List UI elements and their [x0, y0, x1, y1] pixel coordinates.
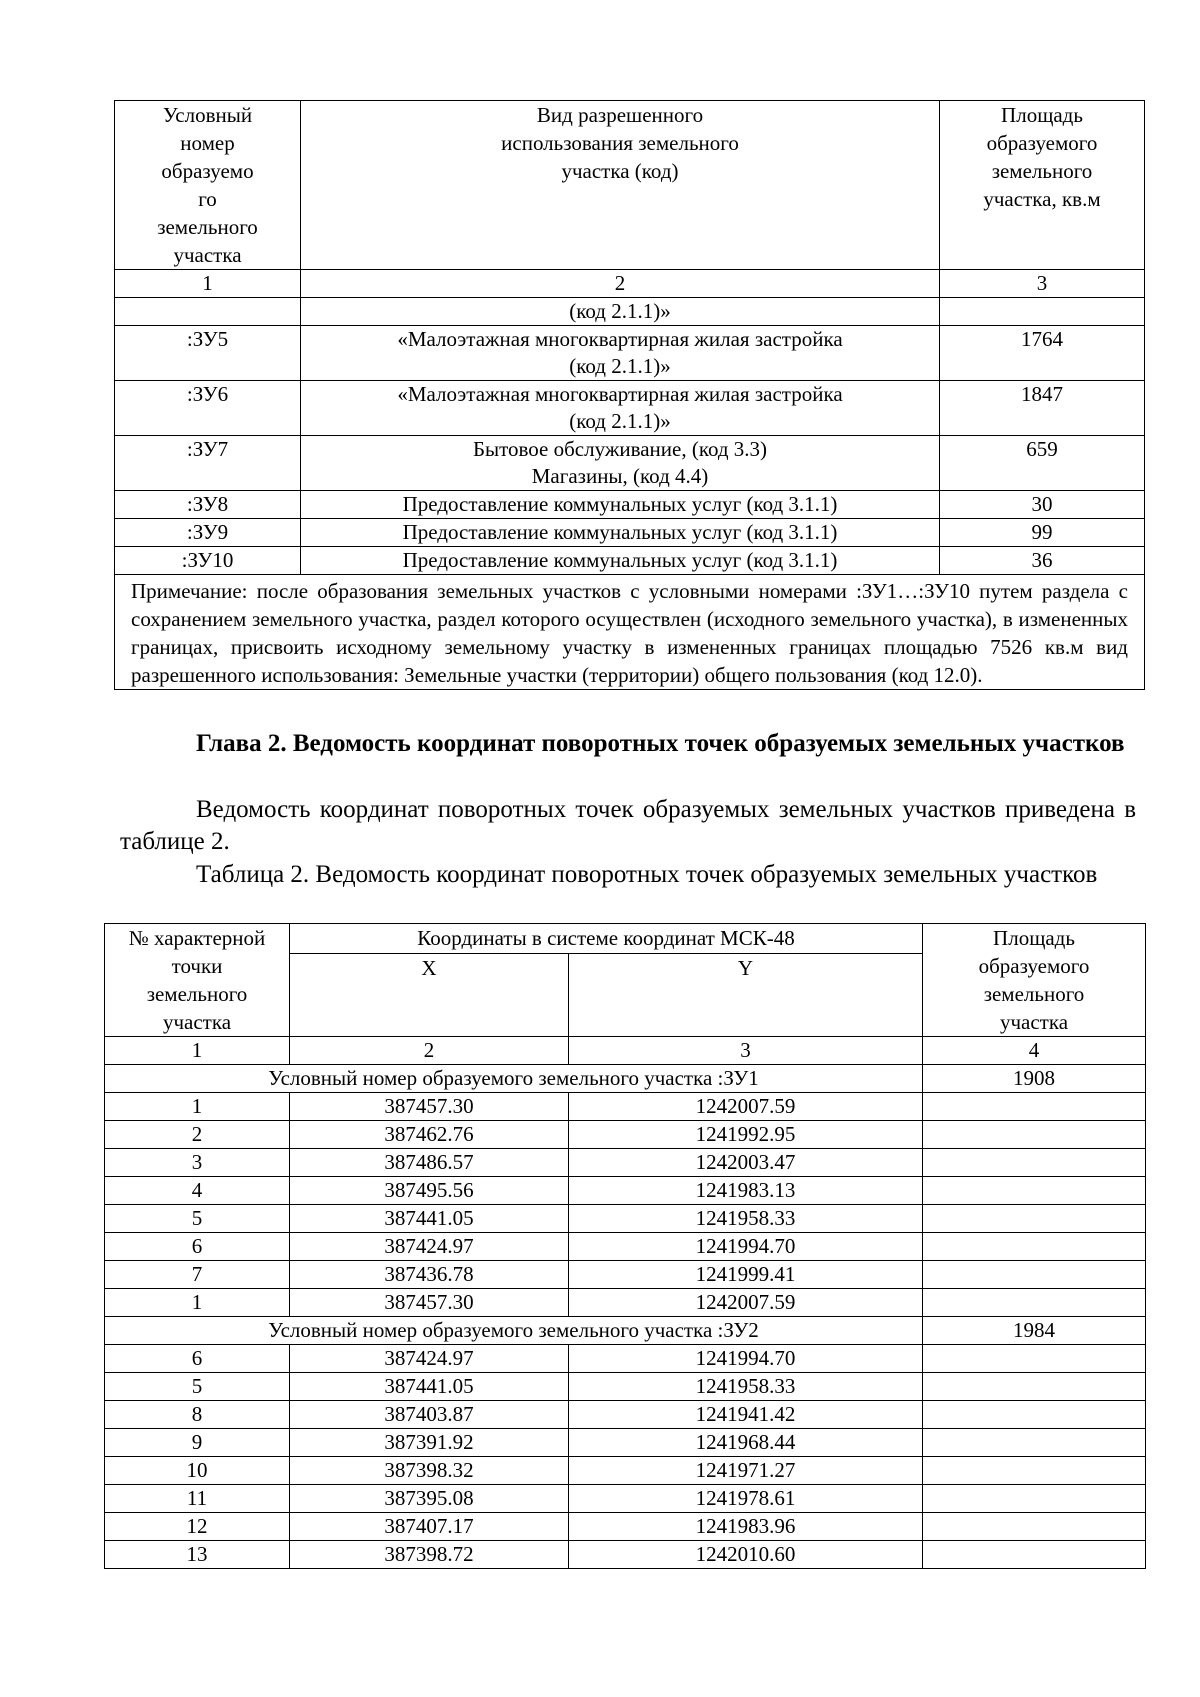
point-number-cell: 9 [105, 1429, 290, 1457]
point-number-cell: 1 [105, 1093, 290, 1121]
area-cell [923, 1261, 1146, 1289]
intro-paragraph: Ведомость координат поворотных точек образуемых земельных участков приведена в таблице 2. [120, 796, 1136, 855]
x-coordinate-cell: 387424.97 [290, 1345, 569, 1373]
table-row [105, 1205, 1146, 1233]
table-caption: Таблица 2. Ведомость координат поворотных точек образуемых земельных участков [196, 861, 1098, 888]
area-cell: 1847 [940, 381, 1145, 436]
y-coordinate-cell: 1241983.13 [569, 1177, 923, 1205]
column-number: 1 [115, 270, 301, 298]
header-point-number: № характерной точки земельного участка [105, 924, 290, 1037]
y-coordinate-cell: 1242007.59 [569, 1289, 923, 1317]
area-cell: 99 [940, 519, 1145, 547]
x-coordinate-cell: 387441.05 [290, 1373, 569, 1401]
area-cell [923, 1513, 1146, 1541]
group-label-cell: Условный номер образуемого земельного участка :ЗУ2 [105, 1317, 923, 1345]
area-cell [923, 1401, 1146, 1429]
table-row [105, 1149, 1146, 1177]
area-cell [923, 1093, 1146, 1121]
note-cell: Примечание: после образования земельных участков с условными номерами :ЗУ1…:ЗУ10 путем раздела с сохранением земельного участка, раздел которого осуществлен (исходного земельного участка), в измененных границах, присвоить исходному земельному участку в измененных границах площадью 7526 кв.м вид разрешенного использования: Земельные участки (территории) общего пользования (код 12.0). [115, 575, 1145, 690]
x-coordinate-cell: 387424.97 [290, 1233, 569, 1261]
header-plot-number: Условный номер образуемо го земельного участка [115, 101, 301, 270]
x-coordinate-cell: 387398.72 [290, 1541, 569, 1569]
point-number-cell: 5 [105, 1205, 290, 1233]
column-number: 3 [940, 270, 1145, 298]
permitted-use-cell: Предоставление коммунальных услуг (код 3.1.1) [301, 519, 940, 547]
x-coordinate-cell: 387398.32 [290, 1457, 569, 1485]
permitted-use-cell: «Малоэтажная многоквартирная жилая застройка (код 2.1.1)» [301, 326, 940, 381]
area-cell: 30 [940, 491, 1145, 519]
group-row [105, 1317, 1146, 1345]
area-cell [923, 1429, 1146, 1457]
header-x: X [290, 953, 569, 1036]
table-row [105, 1373, 1146, 1401]
table-row [105, 1485, 1146, 1513]
plot-number-cell: :ЗУ9 [115, 519, 301, 547]
area-cell [923, 1233, 1146, 1261]
chapter-heading: Глава 2. Ведомость координат поворотных точек образуемых земельных участков [196, 730, 1125, 757]
x-coordinate-cell: 387486.57 [290, 1149, 569, 1177]
header-y: Y [569, 953, 923, 1036]
point-number-cell: 13 [105, 1541, 290, 1569]
table-row [105, 1513, 1146, 1541]
x-coordinate-cell: 387436.78 [290, 1261, 569, 1289]
table-row [105, 1401, 1146, 1429]
header-area: Площадь образуемого земельного участка [923, 924, 1146, 1037]
x-coordinate-cell: 387495.56 [290, 1177, 569, 1205]
table-row [115, 326, 1145, 381]
permitted-use-cell: Предоставление коммунальных услуг (код 3.1.1) [301, 547, 940, 575]
table-row [105, 1261, 1146, 1289]
table-row [115, 491, 1145, 519]
area-cell [923, 1205, 1146, 1233]
table-row [115, 436, 1145, 491]
table-row [115, 298, 1145, 326]
area-cell [923, 1457, 1146, 1485]
table-row [105, 1093, 1146, 1121]
point-number-cell: 10 [105, 1457, 290, 1485]
x-coordinate-cell: 387457.30 [290, 1093, 569, 1121]
table-row [105, 1233, 1146, 1261]
y-coordinate-cell: 1241941.42 [569, 1401, 923, 1429]
point-number-cell: 1 [105, 1289, 290, 1317]
area-cell [940, 298, 1145, 326]
permitted-use-cell: Предоставление коммунальных услуг (код 3.1.1) [301, 491, 940, 519]
x-coordinate-cell: 387391.92 [290, 1429, 569, 1457]
point-number-cell: 6 [105, 1233, 290, 1261]
area-cell [923, 1345, 1146, 1373]
land-use-table [114, 100, 1145, 690]
permitted-use-cell: (код 2.1.1)» [301, 298, 940, 326]
group-row [105, 1065, 1146, 1093]
table-row [105, 1121, 1146, 1149]
y-coordinate-cell: 1241968.44 [569, 1429, 923, 1457]
area-cell [923, 1541, 1146, 1569]
y-coordinate-cell: 1241994.70 [569, 1233, 923, 1261]
y-coordinate-cell: 1241971.27 [569, 1457, 923, 1485]
area-cell [923, 1485, 1146, 1513]
header-coordinates: Координаты в системе координат МСК-48 [290, 924, 923, 954]
area-cell [923, 1373, 1146, 1401]
y-coordinate-cell: 1242007.59 [569, 1093, 923, 1121]
area-cell [923, 1121, 1146, 1149]
x-coordinate-cell: 387457.30 [290, 1289, 569, 1317]
column-number: 2 [301, 270, 940, 298]
column-number: 1 [105, 1037, 290, 1065]
coordinates-table [104, 923, 1146, 1569]
y-coordinate-cell: 1241958.33 [569, 1373, 923, 1401]
point-number-cell: 2 [105, 1121, 290, 1149]
y-coordinate-cell: 1242003.47 [569, 1149, 923, 1177]
table-row [115, 519, 1145, 547]
plot-number-cell: :ЗУ10 [115, 547, 301, 575]
plot-number-cell: :ЗУ6 [115, 381, 301, 436]
table-row [105, 1289, 1146, 1317]
table-row [115, 547, 1145, 575]
table-row [105, 1541, 1146, 1569]
x-coordinate-cell: 387407.17 [290, 1513, 569, 1541]
area-cell [923, 1177, 1146, 1205]
x-coordinate-cell: 387441.05 [290, 1205, 569, 1233]
y-coordinate-cell: 1241983.96 [569, 1513, 923, 1541]
area-cell [923, 1289, 1146, 1317]
point-number-cell: 3 [105, 1149, 290, 1177]
y-coordinate-cell: 1241992.95 [569, 1121, 923, 1149]
plot-number-cell: :ЗУ7 [115, 436, 301, 491]
table-row [115, 381, 1145, 436]
table-row [105, 1177, 1146, 1205]
y-coordinate-cell: 1241958.33 [569, 1205, 923, 1233]
area-cell: 1764 [940, 326, 1145, 381]
area-cell [923, 1149, 1146, 1177]
point-number-cell: 6 [105, 1345, 290, 1373]
permitted-use-cell: Бытовое обслуживание, (код 3.3) Магазины, (код 4.4) [301, 436, 940, 491]
point-number-cell: 7 [105, 1261, 290, 1289]
permitted-use-cell: «Малоэтажная многоквартирная жилая застройка (код 2.1.1)» [301, 381, 940, 436]
y-coordinate-cell: 1242010.60 [569, 1541, 923, 1569]
group-area-cell: 1908 [923, 1065, 1146, 1093]
table-row [105, 1429, 1146, 1457]
point-number-cell: 8 [105, 1401, 290, 1429]
note-row [115, 575, 1145, 690]
x-coordinate-cell: 387395.08 [290, 1485, 569, 1513]
group-area-cell: 1984 [923, 1317, 1146, 1345]
area-cell: 36 [940, 547, 1145, 575]
table-row [105, 1457, 1146, 1485]
point-number-cell: 5 [105, 1373, 290, 1401]
plot-number-cell: :ЗУ8 [115, 491, 301, 519]
y-coordinate-cell: 1241999.41 [569, 1261, 923, 1289]
group-label-cell: Условный номер образуемого земельного участка :ЗУ1 [105, 1065, 923, 1093]
x-coordinate-cell: 387403.87 [290, 1401, 569, 1429]
column-number: 3 [569, 1037, 923, 1065]
point-number-cell: 12 [105, 1513, 290, 1541]
plot-number-cell: :ЗУ5 [115, 326, 301, 381]
area-cell: 659 [940, 436, 1145, 491]
table-row [105, 1345, 1146, 1373]
column-number: 2 [290, 1037, 569, 1065]
column-number: 4 [923, 1037, 1146, 1065]
header-plot-area: Площадь образуемого земельного участка, кв.м [940, 101, 1145, 270]
plot-number-cell [115, 298, 301, 326]
x-coordinate-cell: 387462.76 [290, 1121, 569, 1149]
point-number-cell: 11 [105, 1485, 290, 1513]
point-number-cell: 4 [105, 1177, 290, 1205]
header-permitted-use: Вид разрешенного использования земельного участка (код) [301, 101, 940, 270]
y-coordinate-cell: 1241978.61 [569, 1485, 923, 1513]
y-coordinate-cell: 1241994.70 [569, 1345, 923, 1373]
